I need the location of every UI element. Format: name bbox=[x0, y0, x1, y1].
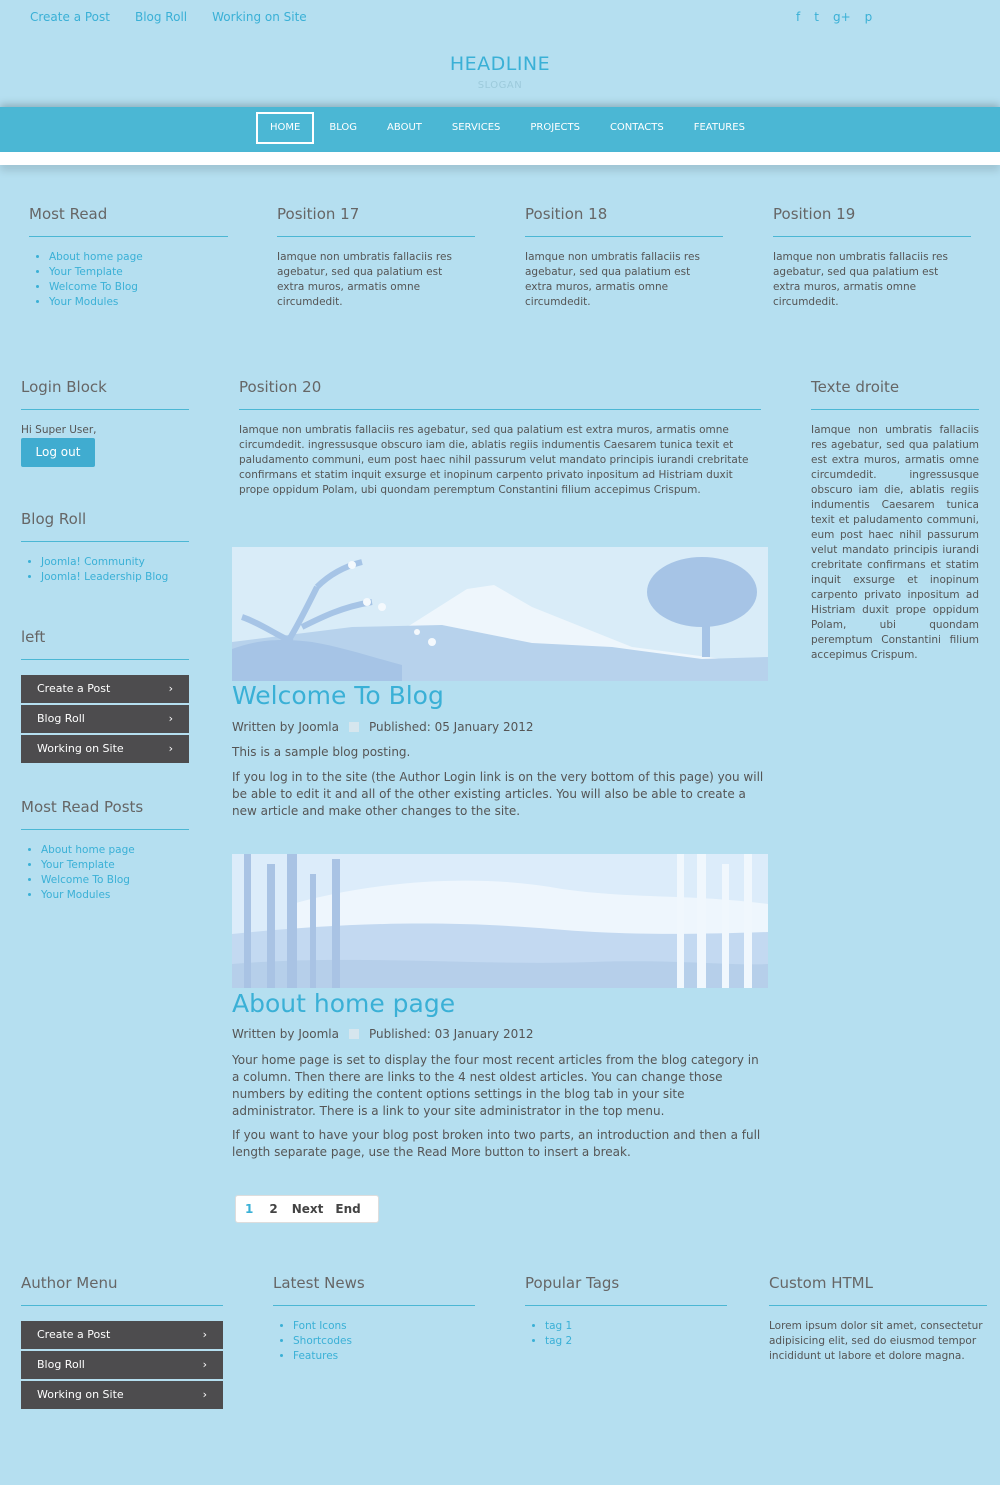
module-divider bbox=[21, 409, 189, 410]
module-divider bbox=[525, 236, 723, 237]
article-published: Published: 03 January 2012 bbox=[368, 1027, 534, 1041]
nav-services[interactable]: SERVICES bbox=[451, 122, 501, 133]
popular-tags-module bbox=[525, 1274, 727, 1349]
list-item[interactable]: • Your Modules bbox=[49, 295, 228, 310]
module-position-17 bbox=[277, 205, 475, 310]
menu-label: Blog Roll bbox=[37, 712, 85, 725]
module-divider bbox=[21, 659, 189, 660]
top-link-create-post[interactable]: Create a Post bbox=[30, 10, 110, 24]
module-text: Iamque non umbratis fallaciis res agebatur, sed qua palatium est extra muros, armatis omne circumdedit. bbox=[277, 251, 452, 308]
social-icons bbox=[796, 10, 872, 24]
article-title[interactable]: Welcome To Blog bbox=[232, 681, 444, 710]
module-title: Latest News bbox=[273, 1274, 365, 1292]
nav-projects[interactable]: PROJECTS bbox=[530, 122, 580, 133]
article-body: If you want to have your blog post broken into two parts, an introduction and then a full length separate page, use the Read More button to insert a break. bbox=[232, 1128, 761, 1159]
left-menu-working-on-site[interactable] bbox=[21, 735, 189, 763]
nav-about[interactable]: ABOUT bbox=[387, 122, 422, 133]
login-block bbox=[21, 378, 189, 438]
top-link-working-on-site[interactable]: Working on Site bbox=[212, 10, 307, 24]
list-item[interactable]: • Joomla! Community bbox=[41, 555, 189, 570]
module-divider bbox=[273, 1305, 475, 1306]
module-position-19 bbox=[773, 205, 971, 310]
article-author: Written by Joomla bbox=[232, 720, 339, 734]
chevron-right-icon: › bbox=[202, 1358, 207, 1371]
list-item[interactable]: • Welcome To Blog bbox=[49, 280, 228, 295]
logout-button[interactable]: Log out bbox=[21, 438, 95, 467]
module-title: Position 18 bbox=[525, 205, 608, 223]
latest-news-module bbox=[273, 1274, 475, 1364]
module-title: Custom HTML bbox=[769, 1274, 873, 1292]
module-divider bbox=[21, 829, 189, 830]
most-read-posts-list bbox=[21, 843, 189, 903]
module-title: Most Read Posts bbox=[21, 798, 144, 816]
tag-item[interactable]: • tag 2 bbox=[545, 1334, 727, 1349]
nav-contacts[interactable]: CONTACTS bbox=[609, 122, 664, 133]
googleplus-icon[interactable]: g+ bbox=[832, 10, 851, 24]
module-title: Author Menu bbox=[21, 1274, 118, 1292]
module-text: Lorem ipsum dolor sit amet, consectetur adipisicing elit, sed do eiusmod tempor incididunt ut labore et dolore magna. bbox=[769, 1320, 983, 1362]
page-end[interactable]: End bbox=[335, 1202, 361, 1216]
module-title: Most Read bbox=[29, 205, 108, 223]
chevron-right-icon: › bbox=[202, 1328, 207, 1341]
author-menu-blog-roll[interactable] bbox=[21, 1351, 223, 1379]
list-item[interactable]: • About home page bbox=[49, 250, 228, 265]
chevron-right-icon: › bbox=[168, 682, 173, 695]
list-item[interactable]: • About home page bbox=[41, 843, 189, 858]
blog-roll-list bbox=[21, 555, 189, 585]
most-read-posts-module bbox=[21, 798, 189, 903]
menu-label: Create a Post bbox=[37, 682, 111, 695]
list-item[interactable]: • Your Template bbox=[49, 265, 228, 280]
menu-label: Blog Roll bbox=[37, 1358, 85, 1371]
left-menu-create-post[interactable] bbox=[21, 675, 189, 703]
chevron-right-icon: › bbox=[168, 742, 173, 755]
module-title: Position 19 bbox=[773, 205, 856, 223]
article-image-bamboo[interactable] bbox=[232, 854, 768, 988]
module-divider bbox=[525, 1305, 727, 1306]
site-headline[interactable]: HEADLINE bbox=[449, 53, 551, 75]
calendar-icon bbox=[349, 722, 359, 732]
module-divider bbox=[773, 236, 971, 237]
list-item[interactable]: • Joomla! Leadership Blog bbox=[41, 570, 189, 585]
module-title: Login Block bbox=[21, 378, 107, 396]
module-divider bbox=[769, 1305, 987, 1306]
module-text: Iamque non umbratis fallaciis res agebatur, sed qua palatium est extra muros, armatis omne circumdedit. ingressusque obscuro iam die, ablatis regiis indumentis Caesarem tunica texit et paludamento communi, eum post haec nihil passurum velut mandato principis iurandi crebritate confirmans et statim inquit exsurge et inopinum carpento privato inpositum ad Histriam duxit prope oppidum Polam, ubi quondam peremptum Constantini filium accepimus Crispum. bbox=[811, 424, 979, 661]
article-title[interactable]: About home page bbox=[232, 989, 456, 1018]
list-item[interactable]: • Your Modules bbox=[41, 888, 189, 903]
article-meta bbox=[232, 1027, 534, 1041]
module-text: Iamque non umbratis fallaciis res agebatur, sed qua palatium est extra muros, armatis omne circumdedit. ingressusque obscuro iam die, ablatis regiis indumentis Caesarem tunica texit et paludamento communi, eum post haec nihil passurum velut mandato principis iurandi crebritate confirmans et statim inquit exsurge et inopinum carpento privato inpositum ad Histriam duxit prope oppidum Polam, ubi quondam peremptum Constantini filium accepimus Crispum. bbox=[239, 424, 749, 496]
top-menu bbox=[30, 10, 307, 24]
module-divider bbox=[29, 236, 228, 237]
page-2[interactable]: 2 bbox=[269, 1202, 278, 1216]
chevron-right-icon: › bbox=[202, 1388, 207, 1401]
page-next[interactable]: Next bbox=[291, 1202, 324, 1216]
author-menu-create-post[interactable] bbox=[21, 1321, 223, 1349]
article-intro: This is a sample blog posting. bbox=[232, 745, 411, 759]
list-item[interactable]: • Welcome To Blog bbox=[41, 873, 189, 888]
facebook-icon[interactable]: f bbox=[796, 10, 801, 24]
module-divider bbox=[21, 541, 189, 542]
blog-roll-module bbox=[21, 510, 189, 585]
pagination bbox=[235, 1195, 379, 1223]
custom-html-module bbox=[769, 1274, 987, 1364]
author-menu-module bbox=[21, 1274, 223, 1306]
left-menu-blog-roll[interactable] bbox=[21, 705, 189, 733]
menu-label: Create a Post bbox=[37, 1328, 111, 1341]
texte-droite-module bbox=[811, 378, 979, 663]
menu-label: Working on Site bbox=[37, 742, 124, 755]
list-item[interactable]: • Shortcodes bbox=[293, 1334, 475, 1349]
menu-label: Working on Site bbox=[37, 1388, 124, 1401]
top-link-blog-roll[interactable]: Blog Roll bbox=[134, 10, 188, 24]
login-greeting: Hi Super User, bbox=[21, 424, 97, 436]
navbar-underline bbox=[0, 152, 1000, 165]
module-divider bbox=[811, 409, 979, 410]
article-meta bbox=[232, 720, 534, 734]
article-body: If you log in to the site (the Author Login link is on the very bottom of this page) you will be able to edit it and all of the other existing articles. You will also be able to create a new article and make other changes to the site. bbox=[232, 770, 764, 818]
article-intro: Your home page is set to display the four most recent articles from the blog category in a column. Then there are links to the 4 nest oldest articles. You can change those numbers by editing the content options settings in the blog tab in your site administrator. There is a link to your site administrator in the top menu. bbox=[232, 1053, 759, 1118]
tag-item[interactable]: • tag 1 bbox=[545, 1319, 727, 1334]
module-text: Iamque non umbratis fallaciis res agebatur, sed qua palatium est extra muros, armatis omne circumdedit. bbox=[525, 251, 700, 308]
pinterest-icon[interactable]: p bbox=[864, 10, 873, 24]
nav-blog[interactable]: BLOG bbox=[329, 122, 358, 133]
article-image-mountain[interactable] bbox=[232, 547, 768, 681]
module-title: left bbox=[21, 628, 46, 646]
list-item[interactable]: • Font Icons bbox=[293, 1319, 475, 1334]
module-most-read bbox=[29, 205, 228, 310]
module-position-18 bbox=[525, 205, 723, 310]
left-menu-module bbox=[21, 628, 189, 660]
most-read-list bbox=[29, 250, 228, 310]
list-item[interactable]: • Your Template bbox=[41, 858, 189, 873]
module-divider bbox=[277, 236, 475, 237]
article-author: Written by Joomla bbox=[232, 1027, 339, 1041]
calendar-icon bbox=[349, 1029, 359, 1039]
twitter-icon[interactable]: t bbox=[814, 10, 819, 24]
main-nav bbox=[256, 112, 760, 144]
module-position-20 bbox=[239, 378, 761, 498]
module-title: Position 20 bbox=[239, 378, 322, 396]
author-menu-working-on-site[interactable] bbox=[21, 1381, 223, 1409]
module-divider bbox=[239, 409, 761, 410]
nav-features[interactable]: FEATURES bbox=[693, 122, 745, 133]
module-title: Position 17 bbox=[277, 205, 360, 223]
page-1[interactable]: 1 bbox=[245, 1202, 254, 1216]
module-text: Iamque non umbratis fallaciis res agebatur, sed qua palatium est extra muros, armatis omne circumdedit. bbox=[773, 251, 948, 308]
latest-news-list bbox=[273, 1319, 475, 1364]
site-slogan: SLOGAN bbox=[477, 80, 523, 91]
article-published: Published: 05 January 2012 bbox=[368, 720, 534, 734]
chevron-right-icon: › bbox=[168, 712, 173, 725]
popular-tags-list bbox=[525, 1319, 727, 1349]
module-title: Popular Tags bbox=[525, 1274, 620, 1292]
module-title: Blog Roll bbox=[21, 510, 87, 528]
list-item[interactable]: • Features bbox=[293, 1349, 475, 1364]
nav-home[interactable]: HOME bbox=[256, 112, 314, 144]
module-title: Texte droite bbox=[811, 378, 900, 396]
module-divider bbox=[21, 1305, 223, 1306]
